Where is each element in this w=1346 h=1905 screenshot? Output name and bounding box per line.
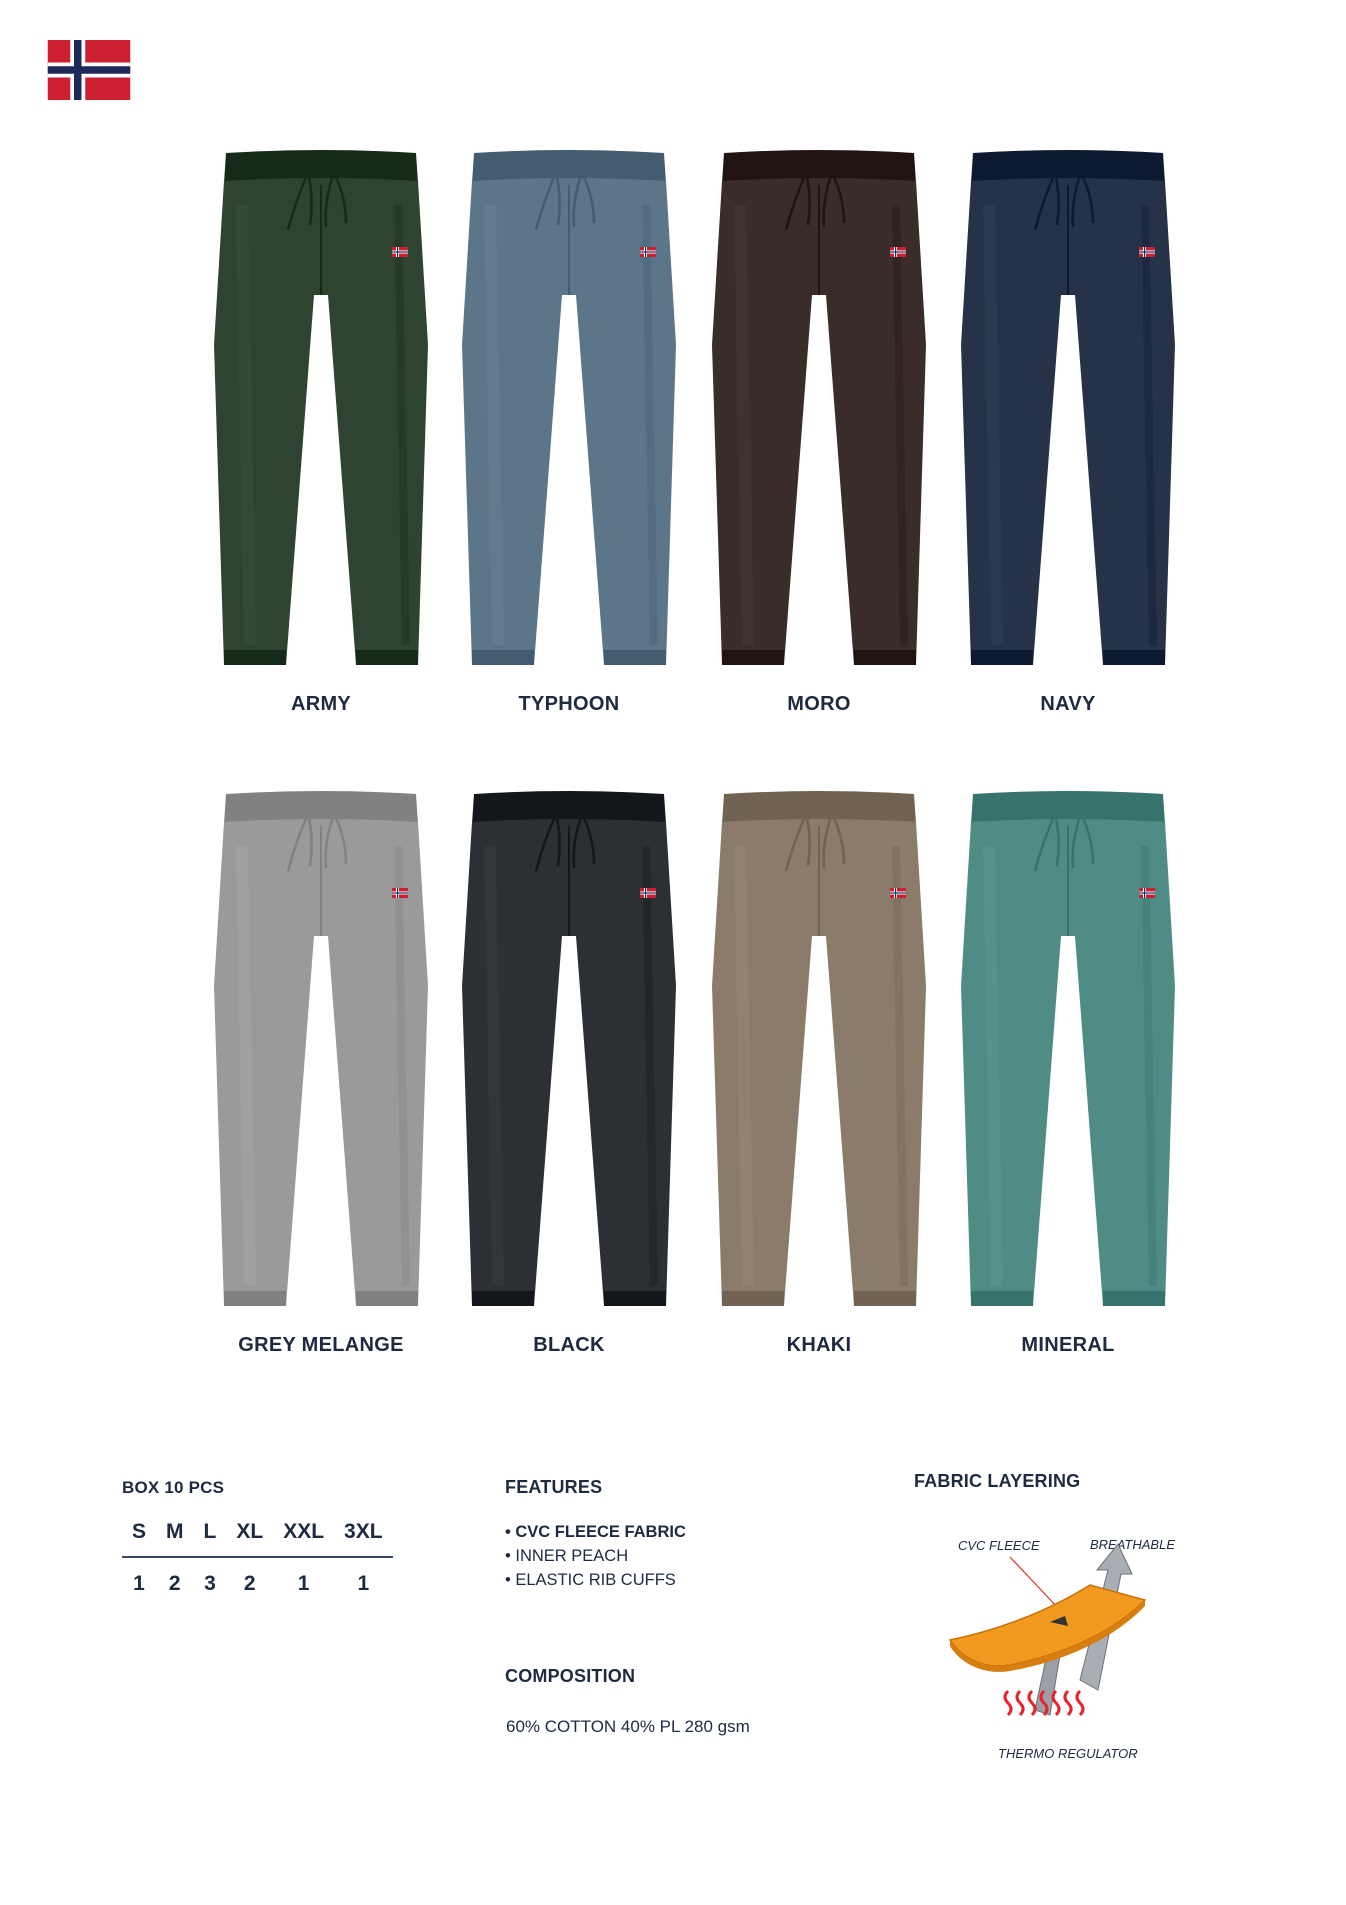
label-cvc-fleece: CVC FLEECE	[958, 1538, 1040, 1553]
size-header-row	[122, 1520, 393, 1557]
cuff	[722, 1291, 784, 1306]
features-title: FEATURES	[505, 1477, 603, 1497]
size-label: L	[194, 1520, 227, 1557]
pants-image	[694, 786, 944, 1316]
size-label: M	[156, 1520, 194, 1557]
pants-image	[943, 786, 1193, 1316]
cuff	[722, 650, 784, 665]
cuff	[472, 650, 534, 665]
logo-badge-icon	[392, 888, 408, 898]
pants-image	[444, 145, 694, 675]
product-color-name: TYPHOON	[518, 693, 620, 715]
product-card[interactable]	[943, 786, 1193, 1357]
pointer-line	[1010, 1557, 1058, 1608]
cuff	[604, 650, 666, 665]
size-quantity: 1	[133, 1572, 145, 1595]
size-label: S	[122, 1520, 156, 1557]
cuff	[1103, 650, 1165, 665]
size-ratio-table	[122, 1520, 393, 1596]
size-quantity: 1	[297, 1572, 310, 1595]
label-breathable: BREATHABLE	[1090, 1537, 1176, 1552]
cuff	[854, 1291, 916, 1306]
product-color-name: BLACK	[533, 1334, 605, 1356]
size-quantity: 1	[357, 1572, 370, 1595]
cuff	[356, 1291, 418, 1306]
fabric-layering-title: FABRIC LAYERING	[914, 1471, 1081, 1491]
size-quantity: 2	[168, 1572, 181, 1595]
product-card[interactable]	[943, 145, 1193, 716]
size-label: 3XL	[334, 1520, 393, 1557]
cuff	[604, 1291, 666, 1306]
product-card[interactable]	[444, 786, 694, 1357]
logo-badge-icon	[640, 888, 656, 898]
cuff	[1103, 1291, 1165, 1306]
size-label: XXL	[273, 1520, 334, 1557]
size-quantity: 2	[243, 1572, 256, 1595]
pants-image	[196, 145, 446, 675]
product-card[interactable]	[196, 786, 446, 1357]
logo-badge-icon	[890, 247, 906, 257]
features-list	[505, 1520, 686, 1592]
logo-badge-icon	[1139, 247, 1155, 257]
fabric-layering-diagram	[940, 1530, 1190, 1780]
feature-item: • ELASTIC RIB CUFFS	[505, 1571, 676, 1589]
pants-image	[943, 145, 1193, 675]
cuff	[854, 650, 916, 665]
composition-title: COMPOSITION	[505, 1666, 636, 1686]
quantity-row	[122, 1557, 393, 1596]
logo-badge-icon	[1139, 888, 1155, 898]
product-color-name: KHAKI	[786, 1334, 852, 1356]
product-color-name: ARMY	[290, 693, 352, 715]
pants-image	[694, 145, 944, 675]
logo-badge-icon	[392, 247, 408, 257]
cuff	[971, 1291, 1033, 1306]
cuff	[472, 1291, 534, 1306]
size-quantity: 3	[204, 1572, 216, 1595]
cuff	[224, 650, 286, 665]
cuff	[971, 650, 1033, 665]
product-card[interactable]	[444, 145, 694, 716]
box-title: BOX 10 PCS	[122, 1478, 225, 1497]
logo-badge-icon	[640, 247, 656, 257]
pants-image	[444, 786, 694, 1316]
product-card[interactable]	[694, 786, 944, 1357]
logo-badge-icon	[890, 888, 906, 898]
norway-flag-icon	[40, 40, 138, 100]
cuff	[356, 650, 418, 665]
product-card[interactable]	[196, 145, 446, 716]
feature-item: • INNER PEACH	[505, 1547, 629, 1565]
product-color-name: GREY MELANGE	[238, 1334, 404, 1356]
product-color-name: MINERAL	[1021, 1334, 1115, 1356]
size-label: XL	[226, 1520, 273, 1557]
feature-item: • CVC FLEECE FABRIC	[505, 1523, 686, 1541]
label-thermo-regulator: THERMO REGULATOR	[998, 1746, 1138, 1761]
composition-value: 60% COTTON 40% PL 280 gsm	[506, 1717, 750, 1736]
product-color-name: NAVY	[1040, 693, 1096, 715]
cuff	[224, 1291, 286, 1306]
pants-image	[196, 786, 446, 1316]
product-color-name: MORO	[787, 693, 851, 715]
product-card[interactable]	[694, 145, 944, 716]
